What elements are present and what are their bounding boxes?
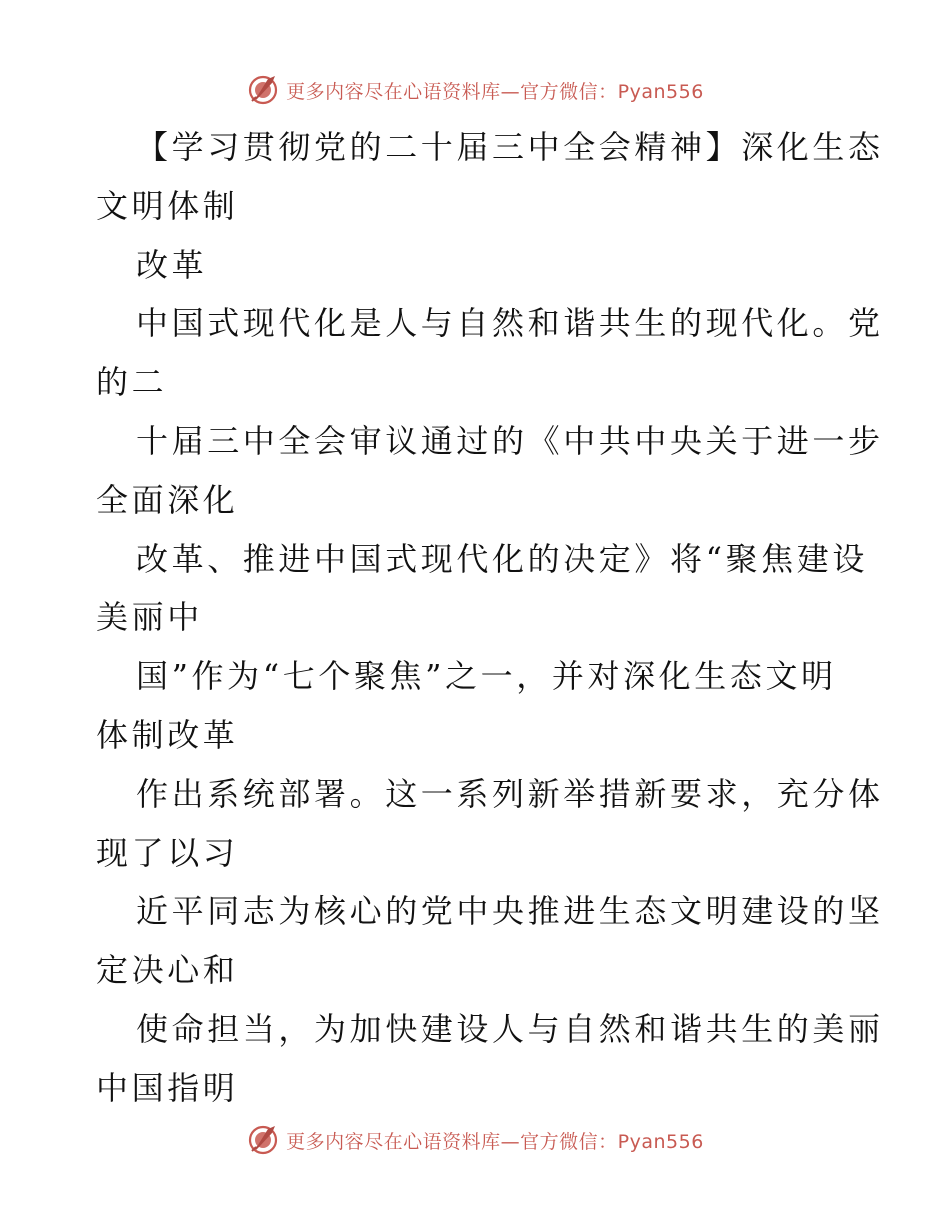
text-line: 改革、推进中国式现代化的决定》将“聚焦建设 [136,539,868,578]
text-line: 作出系统部署。这一系列新举措新要求，充分体 [136,774,884,813]
document-body [96,118,884,1118]
text-line: 文明体制 [96,186,239,225]
text-line: 全面深化 [96,480,239,519]
text-line: 使命担当，为加快建设人与自然和谐共生的美丽 [136,1009,884,1048]
text-line: 中国指明 [96,1068,239,1107]
text-line: 国”作为“七个聚焦”之一，并对深化生态文明 [136,657,837,696]
text-line: 美丽中 [96,598,203,637]
text-line: 体制改革 [96,715,239,754]
text-line: 【学习贯彻党的二十届三中全会精神】深化生态 [136,128,884,166]
header-watermark [0,70,950,110]
feather-pen-logo-icon [246,73,280,107]
text-line: 定决心和 [96,951,239,990]
text-line: 改革 [136,245,208,284]
feather-pen-logo-icon [246,1123,280,1157]
text-line: 现了以习 [96,833,239,872]
watermark-text: 更多内容尽在心语资料库—官方微信：Pyan556 [286,1130,704,1153]
text-line: 中国式现代化是人与自然和谐共生的现代化。党 [136,304,884,343]
text-line: 的二 [96,363,168,402]
text-line: 近平同志为核心的党中央推进生态文明建设的坚 [136,892,884,931]
footer-watermark [0,1120,950,1160]
text-line: 十届三中全会审议通过的《中共中央关于进一步 [136,421,884,460]
watermark-text: 更多内容尽在心语资料库—官方微信：Pyan556 [286,80,704,103]
